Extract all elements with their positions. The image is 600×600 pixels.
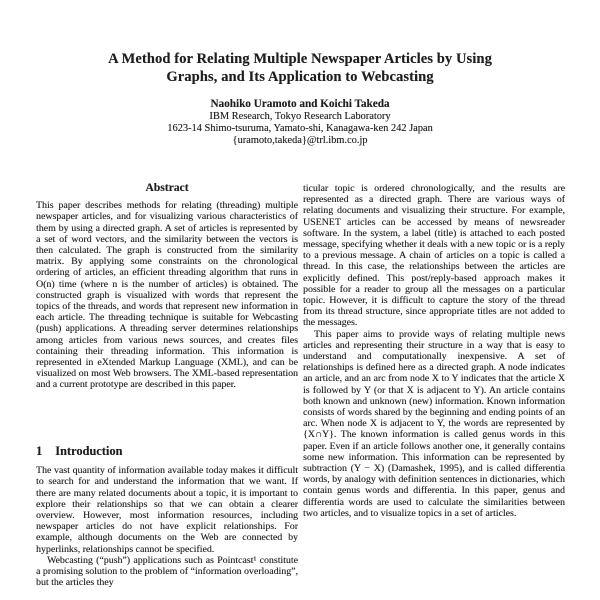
section-number: 1 <box>36 444 43 458</box>
section-title: Introduction <box>55 444 123 458</box>
left-column-abstract <box>36 182 298 391</box>
email-line: {uramoto,takeda}@trl.ibm.co.jp <box>232 135 368 147</box>
intro-paragraph-2: Webcasting (“push”) applications such as Pointcast¹ constitute a promising solution to the problem of “information overloading”, but the articles they <box>36 554 298 589</box>
abstract-heading: Abstract <box>145 181 189 194</box>
paper-title-line-2: Graphs, and Its Application to Webcasting <box>166 68 434 85</box>
paper-title-line-1: A Method for Relating Multiple Newspaper Articles by Using <box>108 51 492 67</box>
abstract-body: This paper describes methods for relating (threading) multiple newspaper articles, and for visualizing various characteristics of them by using a directed graph. A set of articles is represented by a set of word vectors, and the similarity between the vectors is then calculated. The graph is constructed from the similarity matrix. By applying some constraints on the chronological ordering of articles, an efficient threading algorithm that runs in O(n) time (where n is the number of articles) is obtained. The constructed graph is visualized with words that represent the topics of the threads, and words that represent new information in each article. The threading technique is suitable for Webcasting (push) applications. A threading server determines relationships among articles from various news sources, and creates files containing their threading information. This information is represented in eXtended Markup Language (XML), and can be visualized on most Web browsers. The XML-based representation and a current prototype are described in this paper. <box>36 200 298 391</box>
title-block <box>0 51 600 148</box>
authors-line: Naohiko Uramoto and Koichi Takeda <box>210 98 390 110</box>
introduction-heading <box>36 446 298 457</box>
intro-paragraph-1: The vast quantity of information available today makes it difficult to search for and understand the information that we want. If there are many related documents about a topic, it is important to explore their relationships so that we can obtain a clearer overview. However, most information resources, including newspaper articles do not have explicit relationships. For example, although documents on the Web are connected by hyperlinks, relationships cannot be specified. <box>36 465 298 555</box>
right-column-paragraph-2: This paper aims to provide ways of relating multiple news articles and representing their structure in a way that is easy to understand and computationally inexpensive. A set of relationships is defined here as a directed graph. A node indicates an article, and an arc from node X to Y indicates that the article X is followed by Y (or that X is adjacent to Y). An article contains both known and unknown (new) information. Known information consists of words shared by the beginning and ending points of an arc. When node X is adjacent to Y, the words are represented by {X∩Y}. The known information is called genus words in this paper. Even if an article follows another one, it generally contains some new information. This information can be represented by subtraction (Y − X) (Damashek, 1995), and is called differentia words, by analogy with definition sentences in dictionaries, which contain genus words and differentia. In this paper, genus and differentia words are used to calculate the similarities between two articles, and to visualize topics in a set of articles. <box>303 328 565 519</box>
left-column-introduction <box>36 446 298 588</box>
affiliation-line-2: 1623-14 Shimo-tsuruma, Yamato-shi, Kanagawa-ken 242 Japan <box>167 123 433 135</box>
paper-title <box>0 51 600 86</box>
right-column <box>303 183 565 600</box>
affiliation-line-1: IBM Research, Tokyo Research Laboratory <box>209 111 391 122</box>
right-column-paragraph-1: ticular topic is ordered chronologically, and the results are represented as a directed graph. There are various ways of relating documents and visualizing their structure. For example, USENET articles can be accessed by means of newsreader software. In the system, a label (title) is attached to each posted message, specifying whether it deals with a new topic or is a reply to a previous message. A chain of articles on a topic is called a thread. In this case, the relationships between the articles are explicitly defined. This post/reply-based approach makes it possible for a reader to group all the messages on a particular topic. However, it is difficult to capture the story of the thread from its thread structure, since appropriate titles are not added to the messages. <box>303 183 565 329</box>
